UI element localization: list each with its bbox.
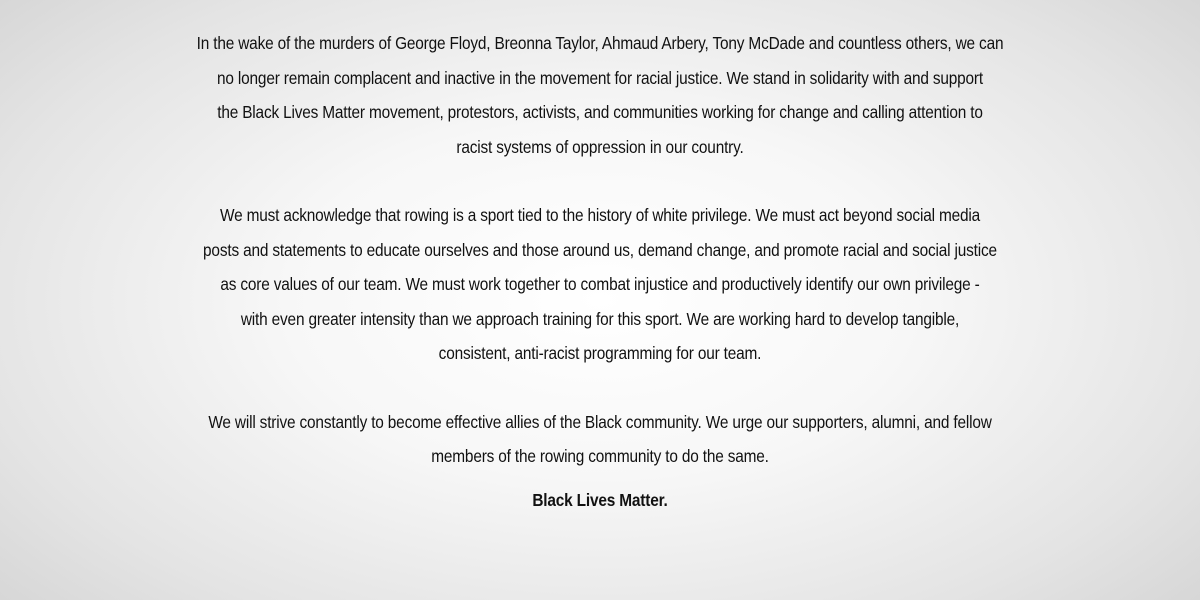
statement-body	[60, 26, 1140, 517]
paragraph-rowing-privilege	[125, 198, 1075, 371]
text-line: as core values of our team. We must work together to combat injustice and productively identify our own privilege -	[220, 274, 980, 294]
text-line: with even greater intensity than we approach training for this sport. We are working hard to develop tangible,	[240, 308, 960, 329]
text-line: racist systems of oppression in our country.	[456, 136, 744, 157]
text-line: We will strive constantly to become effective allies of the Black community. We urge our supporters, alumni, and fellow	[208, 411, 992, 432]
paragraph-allies	[125, 405, 1075, 474]
closing-line: Black Lives Matter.	[532, 489, 668, 510]
text-line: the Black Lives Matter movement, protestors, activists, and communities working for change and calling attention to	[217, 102, 983, 122]
text-line: posts and statements to educate ourselves and those around us, demand change, and promote racial and social justice	[203, 239, 997, 260]
text-line: In the wake of the murders of George Floyd, Breonna Taylor, Ahmaud Arbery, Tony McDade and countless others, we can	[196, 33, 1004, 53]
paragraph-murders-solidarity	[125, 26, 1075, 164]
text-line: We must acknowledge that rowing is a sport tied to the history of white privilege. We must act beyond social media	[219, 205, 981, 225]
text-line: consistent, anti-racist programming for our team.	[438, 343, 762, 363]
text-line: no longer remain complacent and inactive in the movement for racial justice. We stand in solidarity with and support	[217, 67, 983, 88]
text-line: members of the rowing community to do the same.	[431, 446, 769, 466]
